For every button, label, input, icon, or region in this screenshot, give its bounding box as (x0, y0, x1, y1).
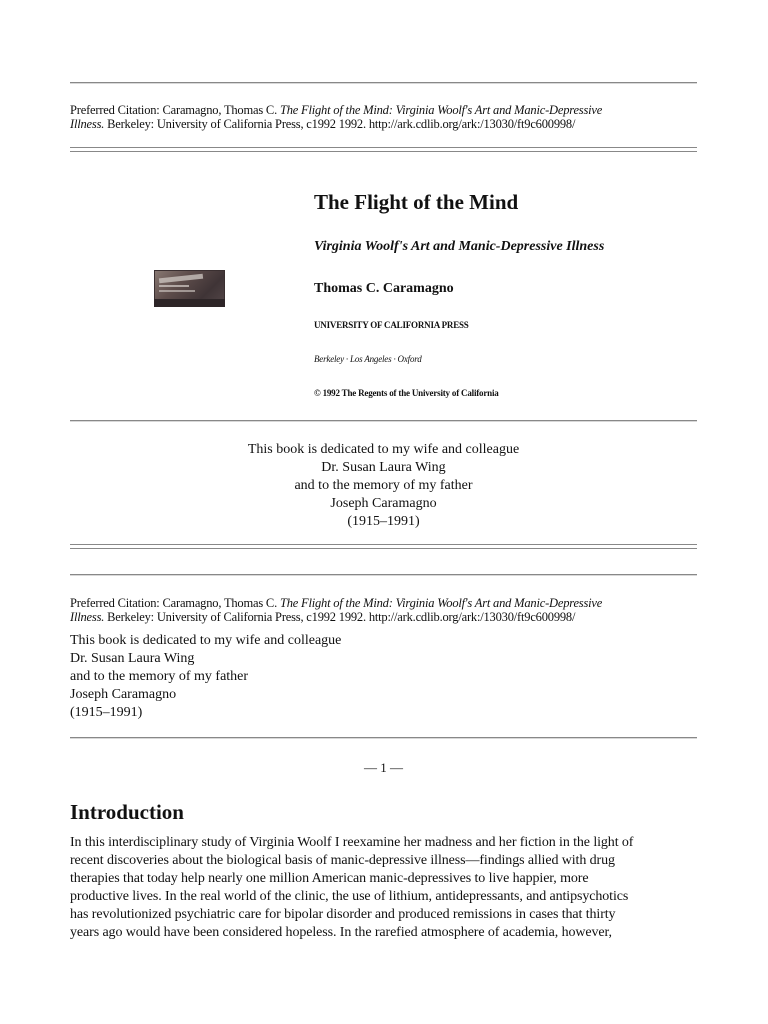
copyright-notice: © 1992 The Regents of the University of California (314, 388, 499, 398)
dedication-line: (1915–1991) (70, 705, 143, 720)
citation-block-1 (70, 103, 710, 131)
body-line: therapies that today help nearly one million American manic-depressives to live happier, more (70, 871, 589, 886)
introduction-body (70, 834, 700, 942)
dedication-centered (70, 441, 697, 531)
citation-prefix: Preferred Citation: Caramagno, Thomas C. (70, 103, 277, 117)
citation-divider-1 (70, 147, 697, 152)
book-cover-thumbnail[interactable] (154, 270, 225, 307)
title-page-divider (70, 420, 697, 422)
section-divider (70, 574, 697, 576)
top-divider (70, 82, 697, 84)
body-line: has revolutionized psychiatric care for bipolar disorder and produced remissions in cases that thirty (70, 907, 616, 922)
publisher-name: UNIVERSITY OF CALIFORNIA PRESS (314, 320, 469, 330)
dedication-line: Dr. Susan Laura Wing (70, 651, 195, 666)
citation-title-cont: Illness. (70, 117, 105, 131)
citation-prefix: Preferred Citation: Caramagno, Thomas C. (70, 596, 277, 610)
body-line: In this interdisciplinary study of Virginia Woolf I reexamine her madness and her fiction in the light of (70, 835, 634, 850)
dedication-line: Joseph Caramagno (330, 496, 437, 511)
body-divider (70, 737, 697, 739)
dedication-line: Joseph Caramagno (70, 687, 177, 702)
dedication-divider (70, 544, 697, 549)
publisher-cities: Berkeley · Los Angeles · Oxford (314, 354, 422, 364)
book-subtitle: Virginia Woolf's Art and Manic-Depressive Illness (314, 239, 605, 254)
dedication-line: and to the memory of my father (70, 669, 249, 684)
dedication-line: and to the memory of my father (294, 478, 473, 493)
introduction-heading: Introduction (70, 800, 184, 824)
citation-publisher: Berkeley: University of California Press, c1992 1992. http://ark.cdlib.org/ark:/13030/ft9c600998/ (107, 117, 576, 131)
dedication-line: Dr. Susan Laura Wing (321, 460, 446, 475)
book-author: Thomas C. Caramagno (314, 281, 454, 296)
page-number: — 1 — (364, 760, 403, 775)
citation-publisher: Berkeley: University of California Press, c1992 1992. http://ark.cdlib.org/ark:/13030/ft9c600998/ (107, 610, 576, 624)
dedication-left (70, 632, 341, 722)
dedication-line: (1915–1991) (347, 514, 420, 529)
book-title: The Flight of the Mind (314, 190, 519, 214)
citation-title: The Flight of the Mind: Virginia Woolf's Art and Manic-Depressive (279, 596, 603, 610)
body-line: years ago would have been considered hopeless. In the rarefied atmosphere of academia, however, (70, 925, 612, 940)
body-line: recent discoveries about the biological basis of manic-depressive illness—findings allied with drug (70, 853, 615, 868)
citation-title: The Flight of the Mind: Virginia Woolf's Art and Manic-Depressive (279, 103, 603, 117)
dedication-line: This book is dedicated to my wife and colleague (247, 442, 520, 457)
citation-title-cont: Illness. (70, 610, 105, 624)
citation-block-2 (70, 596, 710, 624)
body-line: productive lives. In the real world of the clinic, the use of lithium, antidepressants, and antipsychotics (70, 889, 629, 904)
dedication-line: This book is dedicated to my wife and colleague (70, 633, 342, 648)
